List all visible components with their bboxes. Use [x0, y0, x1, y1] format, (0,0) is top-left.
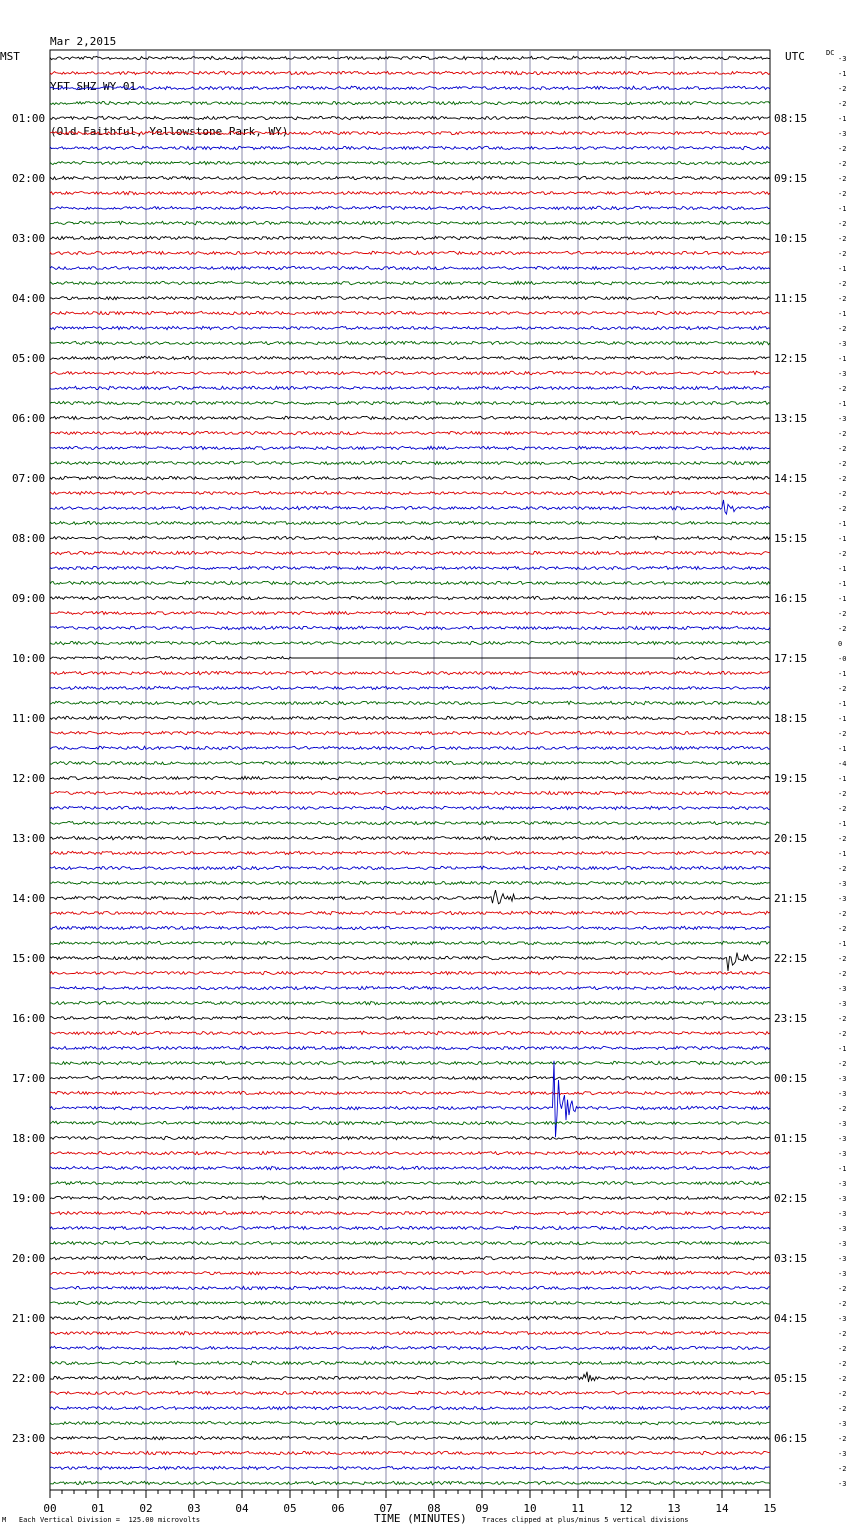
- dc-offset-label: -1: [838, 565, 847, 573]
- utc-hour-label: 16:15: [774, 592, 808, 605]
- mst-hour-label: 09:00: [12, 592, 46, 605]
- trace-row-83: [50, 1301, 770, 1304]
- dc-offset-label: -3: [838, 1315, 847, 1323]
- dc-offset-label: -1: [838, 205, 847, 213]
- dc-offset-label: -3: [838, 985, 847, 993]
- trace-row-22: [50, 386, 770, 390]
- mst-hour-label: 19:00: [12, 1192, 46, 1205]
- trace-row-5: [50, 131, 770, 134]
- x-tick-label: 03: [187, 1502, 201, 1515]
- trace-row-79: [50, 1241, 770, 1244]
- x-tick-label: 14: [715, 1502, 729, 1515]
- trace-row-32: [50, 536, 770, 540]
- dc-offset-label: -2: [838, 190, 847, 198]
- trace-row-42: [50, 686, 770, 689]
- dc-offset-label: -1: [838, 820, 847, 828]
- utc-hour-label: 23:15: [774, 1012, 808, 1025]
- dc-offset-label: -2: [838, 1465, 847, 1473]
- x-tick-label: 04: [235, 1502, 249, 1515]
- dc-label: DC: [826, 49, 835, 57]
- dc-offset-label: -3: [838, 880, 847, 888]
- trace-row-16: [50, 296, 770, 299]
- dc-offset-label: -3: [838, 1225, 847, 1233]
- dc-offset-label: -3: [838, 1450, 847, 1458]
- trace-row-26: [50, 446, 770, 450]
- x-tick-label: 10: [523, 1502, 537, 1515]
- dc-offset-label: -2: [838, 550, 847, 558]
- dc-offset-label: -2: [838, 175, 847, 183]
- trace-row-47: [50, 761, 770, 764]
- mst-hour-label: 12:00: [12, 772, 46, 785]
- mst-hour-label: 03:00: [12, 232, 46, 245]
- x-tick-label: 02: [139, 1502, 153, 1515]
- dc-offset-label: -2: [838, 430, 847, 438]
- trace-row-55: [50, 881, 770, 884]
- chart-date: Mar 2,2015: [50, 35, 117, 48]
- trace-row-95: [50, 1481, 770, 1485]
- dc-offset-label: -2: [838, 1060, 847, 1068]
- trace-row-56: [50, 890, 770, 904]
- dc-offset-label: -1: [838, 265, 847, 273]
- utc-hour-label: 18:15: [774, 712, 808, 725]
- dc-offset-label: -3: [838, 1480, 847, 1488]
- dc-offset-label: -2: [838, 685, 847, 693]
- clip-note: Traces clipped at plus/minus 5 vertical divisions: [482, 1516, 689, 1524]
- trace-row-51: [50, 821, 770, 824]
- dc-offset-label: -3: [838, 1195, 847, 1203]
- trace-row-11: [50, 221, 770, 225]
- trace-row-19: [50, 341, 770, 345]
- dc-offset-label: -1: [838, 520, 847, 528]
- trace-row-2: [50, 86, 770, 90]
- trace-row-59: [50, 941, 770, 945]
- trace-row-86: [50, 1346, 770, 1350]
- trace-row-90: [50, 1406, 770, 1409]
- trace-row-93: [50, 1451, 770, 1454]
- trace-row-31: [50, 521, 770, 524]
- trace-row-18: [50, 326, 770, 329]
- trace-row-39: [50, 641, 770, 644]
- trace-row-12: [50, 236, 770, 239]
- utc-axis-label: UTC: [785, 50, 805, 63]
- mst-hour-label: 16:00: [12, 1012, 46, 1025]
- trace-row-1: [50, 71, 770, 75]
- dc-offset-label: -2: [838, 625, 847, 633]
- dc-offset-label: -2: [838, 610, 847, 618]
- trace-row-33: [50, 551, 770, 554]
- trace-row-71: [50, 1121, 770, 1124]
- trace-row-80: [50, 1256, 770, 1260]
- dc-offset-label: -1: [838, 115, 847, 123]
- dc-offset-label: -2: [838, 1015, 847, 1023]
- trace-row-21: [50, 371, 770, 375]
- trace-row-36: [50, 596, 770, 599]
- utc-hour-label: 19:15: [774, 772, 808, 785]
- trace-row-14: [50, 266, 770, 269]
- dc-offset-label: -3: [838, 1210, 847, 1218]
- trace-row-89: [50, 1391, 770, 1394]
- dc-offset-label: -2: [838, 1105, 847, 1113]
- dc-offset-label: -3: [838, 340, 847, 348]
- dc-offset-label: -3: [838, 130, 847, 138]
- dc-offset-label: -3: [838, 1420, 847, 1428]
- trace-row-41: [50, 671, 770, 675]
- mst-hour-label: 10:00: [12, 652, 46, 665]
- x-tick-label: 00: [43, 1502, 57, 1515]
- dc-offset-label: -2: [838, 1390, 847, 1398]
- dc-offset-label: -1: [838, 850, 847, 858]
- trace-row-61: [50, 971, 770, 974]
- trace-row-87: [50, 1361, 770, 1365]
- mst-hour-label: 21:00: [12, 1312, 46, 1325]
- dc-offset-label: -2: [838, 100, 847, 108]
- trace-row-43: [50, 701, 770, 705]
- dc-offset-label: -2: [838, 145, 847, 153]
- trace-row-75: [50, 1181, 770, 1185]
- dc-offset-label: -2: [838, 1330, 847, 1338]
- utc-hour-label: 05:15: [774, 1372, 808, 1385]
- mst-hour-label: 06:00: [12, 412, 46, 425]
- dc-offset-label: -1: [838, 745, 847, 753]
- mst-hour-label: 05:00: [12, 352, 46, 365]
- trace-row-10: [50, 206, 770, 210]
- dc-offset-label: -2: [838, 85, 847, 93]
- utc-hour-label: 22:15: [774, 952, 808, 965]
- utc-hour-label: 06:15: [774, 1432, 808, 1445]
- trace-row-27: [50, 461, 770, 464]
- trace-row-25: [50, 431, 770, 434]
- dc-offset-label: -1: [838, 310, 847, 318]
- trace-row-44: [50, 716, 770, 719]
- mst-hour-label: 22:00: [12, 1372, 46, 1385]
- trace-row-68: [50, 1076, 770, 1079]
- trace-row-28: [50, 476, 770, 479]
- trace-row-78: [50, 1226, 770, 1229]
- dc-offset-label: -3: [838, 1000, 847, 1008]
- trace-row-53: [50, 851, 770, 854]
- trace-row-34: [50, 566, 770, 569]
- x-tick-label: 13: [667, 1502, 681, 1515]
- dc-offset-label: -2: [838, 295, 847, 303]
- dc-offset-label: -2: [838, 865, 847, 873]
- x-tick-label: 11: [571, 1502, 585, 1515]
- dc-offset-label: -2: [838, 955, 847, 963]
- dc-offset-label: -2: [838, 730, 847, 738]
- mst-hour-label: 02:00: [12, 172, 46, 185]
- dc-offset-label: -3: [838, 415, 847, 423]
- mst-hour-label: 14:00: [12, 892, 46, 905]
- dc-offset-label: -3: [838, 1135, 847, 1143]
- dc-offset-label: -2: [838, 475, 847, 483]
- utc-hour-label: 15:15: [774, 532, 808, 545]
- trace-row-67: [50, 1061, 770, 1064]
- trace-row-4: [50, 116, 770, 119]
- trace-row-13: [50, 251, 770, 254]
- trace-row-54: [50, 866, 770, 870]
- mst-hour-label: 17:00: [12, 1072, 46, 1085]
- trace-row-46: [50, 746, 770, 749]
- dc-offset-label: -3: [838, 1270, 847, 1278]
- utc-hour-label: 20:15: [774, 832, 808, 845]
- utc-hour-label: 01:15: [774, 1132, 808, 1145]
- dc-offset-label: -4: [838, 760, 847, 768]
- mst-hour-label: 07:00: [12, 472, 46, 485]
- trace-row-92: [50, 1436, 770, 1439]
- mst-hour-label: 04:00: [12, 292, 46, 305]
- dc-offset-label: -1: [838, 775, 847, 783]
- trace-row-65: [50, 1031, 770, 1035]
- trace-row-82: [50, 1286, 770, 1289]
- dc-offset-label: -2: [838, 325, 847, 333]
- dc-offset-label: -2: [838, 1285, 847, 1293]
- trace-row-57: [50, 911, 770, 914]
- x-tick-label: 06: [331, 1502, 345, 1515]
- dc-offset-label: -1: [838, 700, 847, 708]
- trace-row-94: [50, 1466, 770, 1469]
- trace-row-20: [50, 356, 770, 359]
- trace-row-3: [50, 101, 770, 104]
- x-tick-label: 07: [379, 1502, 393, 1515]
- trace-row-30: [50, 500, 770, 514]
- dc-offset-label: -2: [838, 1345, 847, 1353]
- trace-row-81: [50, 1271, 770, 1274]
- trace-row-48: [50, 776, 770, 780]
- x-tick-label: 08: [427, 1502, 441, 1515]
- trace-row-37: [50, 611, 770, 615]
- utc-hour-label: 17:15: [774, 652, 808, 665]
- trace-row-9: [50, 191, 770, 195]
- trace-row-6: [50, 146, 770, 149]
- dc-offset-label: -2: [838, 1435, 847, 1443]
- dc-offset-label: -2: [838, 1405, 847, 1413]
- dc-offset-label: -1: [838, 535, 847, 543]
- trace-row-45: [50, 731, 770, 734]
- mst-hour-label: 11:00: [12, 712, 46, 725]
- trace-row-70: [50, 1061, 770, 1137]
- dc-offset-label: -2: [838, 235, 847, 243]
- scale-note: [2, 1516, 200, 1524]
- trace-row-72: [50, 1136, 770, 1139]
- dc-offset-label: -2: [838, 505, 847, 513]
- dc-offset-label: -3: [838, 55, 847, 63]
- utc-hour-label: 21:15: [774, 892, 808, 905]
- mst-hour-label: 15:00: [12, 952, 46, 965]
- dc-offset-label: -3: [838, 1090, 847, 1098]
- trace-row-91: [50, 1421, 770, 1425]
- dc-offset-label: -3: [838, 1255, 847, 1263]
- dc-offset-label: -1: [838, 70, 847, 78]
- dc-offset-label: -3: [838, 1120, 847, 1128]
- utc-hour-label: 10:15: [774, 232, 808, 245]
- dc-offset-label: -3: [838, 895, 847, 903]
- chart-subtitle: (Old Faithful, Yellowstone Park, WY): [50, 125, 289, 138]
- dc-offset-label: -2: [838, 250, 847, 258]
- mst-hour-label: 01:00: [12, 112, 46, 125]
- dc-offset-label: -2: [838, 910, 847, 918]
- dc-offset-label: -3: [838, 1150, 847, 1158]
- trace-row-66: [50, 1046, 770, 1049]
- dc-offset-label: -2: [838, 970, 847, 978]
- utc-hour-label: 13:15: [774, 412, 808, 425]
- dc-offset-label: -2: [838, 490, 847, 498]
- trace-row-40: [50, 657, 770, 660]
- dc-offset-label: -2: [838, 835, 847, 843]
- dc-offset-label: -0: [838, 655, 847, 663]
- dc-offset-label: -1: [838, 595, 847, 603]
- utc-hour-label: 00:15: [774, 1072, 808, 1085]
- trace-row-88: [50, 1372, 770, 1382]
- utc-hour-label: 08:15: [774, 112, 808, 125]
- dc-offset-label: -2: [838, 1300, 847, 1308]
- x-tick-label: 12: [619, 1502, 633, 1515]
- dc-offset-label: -2: [838, 790, 847, 798]
- trace-row-15: [50, 281, 770, 285]
- dc-offset-label: -2: [838, 805, 847, 813]
- trace-row-62: [50, 986, 770, 990]
- dc-offset-label: -1: [838, 1165, 847, 1173]
- dc-offset-label: -2: [838, 1030, 847, 1038]
- trace-row-63: [50, 1001, 770, 1004]
- x-tick-label: 01: [91, 1502, 105, 1515]
- trace-row-49: [50, 791, 770, 794]
- x-tick-label: 15: [763, 1502, 777, 1515]
- utc-hour-label: 04:15: [774, 1312, 808, 1325]
- dc-offset-label: -2: [838, 925, 847, 933]
- x-tick-label: 09: [475, 1502, 489, 1515]
- dc-offset-label: 0: [838, 640, 843, 648]
- trace-row-0: [50, 56, 770, 59]
- dc-offset-label: -2: [838, 160, 847, 168]
- x-axis-label: TIME (MINUTES): [374, 1512, 467, 1525]
- trace-row-35: [50, 581, 770, 584]
- utc-hour-label: 14:15: [774, 472, 808, 485]
- dc-offset-label: -2: [838, 445, 847, 453]
- dc-offset-label: -2: [838, 220, 847, 228]
- trace-row-17: [50, 311, 770, 314]
- dc-offset-label: -2: [838, 1375, 847, 1383]
- dc-offset-label: -1: [838, 715, 847, 723]
- trace-row-73: [50, 1151, 770, 1155]
- utc-hour-label: 03:15: [774, 1252, 808, 1265]
- dc-offset-label: -1: [838, 670, 847, 678]
- trace-row-8: [50, 176, 770, 180]
- utc-hour-label: 02:15: [774, 1192, 808, 1205]
- utc-hour-label: 12:15: [774, 352, 808, 365]
- dc-offset-label: -3: [838, 1240, 847, 1248]
- scale-prefix: M: [2, 1516, 7, 1524]
- mst-hour-label: 23:00: [12, 1432, 46, 1445]
- dc-offset-label: -1: [838, 1045, 847, 1053]
- dc-offset-label: -3: [838, 370, 847, 378]
- scale-text: Each Vertical Division = 125.00 microvolts: [18, 1516, 201, 1524]
- dc-offset-label: -2: [838, 1360, 847, 1368]
- trace-row-74: [50, 1166, 770, 1169]
- trace-row-58: [50, 926, 770, 929]
- mst-hour-label: 20:00: [12, 1252, 46, 1265]
- dc-offset-label: -2: [838, 280, 847, 288]
- dc-offset-label: -1: [838, 580, 847, 588]
- mst-hour-label: 08:00: [12, 532, 46, 545]
- utc-hour-label: 11:15: [774, 292, 808, 305]
- trace-row-52: [50, 836, 770, 840]
- chart-title: YFT SHZ WY 01: [50, 80, 137, 93]
- utc-hour-label: 09:15: [774, 172, 808, 185]
- mst-axis-label: MST: [0, 50, 20, 63]
- dc-offset-label: -3: [838, 1180, 847, 1188]
- dc-offset-label: -1: [838, 940, 847, 948]
- dc-offset-label: -3: [838, 1075, 847, 1083]
- trace-row-24: [50, 416, 770, 419]
- dc-offset-label: -1: [838, 400, 847, 408]
- mst-hour-label: 13:00: [12, 832, 46, 845]
- trace-row-84: [50, 1316, 770, 1320]
- trace-row-38: [50, 626, 770, 629]
- trace-row-23: [50, 401, 770, 404]
- trace-row-76: [50, 1196, 770, 1200]
- trace-row-85: [50, 1331, 770, 1335]
- dc-offset-label: -2: [838, 385, 847, 393]
- dc-offset-label: -2: [838, 460, 847, 468]
- mst-hour-label: 18:00: [12, 1132, 46, 1145]
- trace-row-64: [50, 1016, 770, 1019]
- dc-offset-label: -1: [838, 355, 847, 363]
- trace-row-7: [50, 161, 770, 164]
- trace-row-77: [50, 1211, 770, 1214]
- x-tick-label: 05: [283, 1502, 297, 1515]
- trace-row-29: [50, 491, 770, 494]
- trace-row-69: [50, 1091, 770, 1094]
- trace-row-50: [50, 806, 770, 809]
- trace-row-60: [50, 953, 770, 971]
